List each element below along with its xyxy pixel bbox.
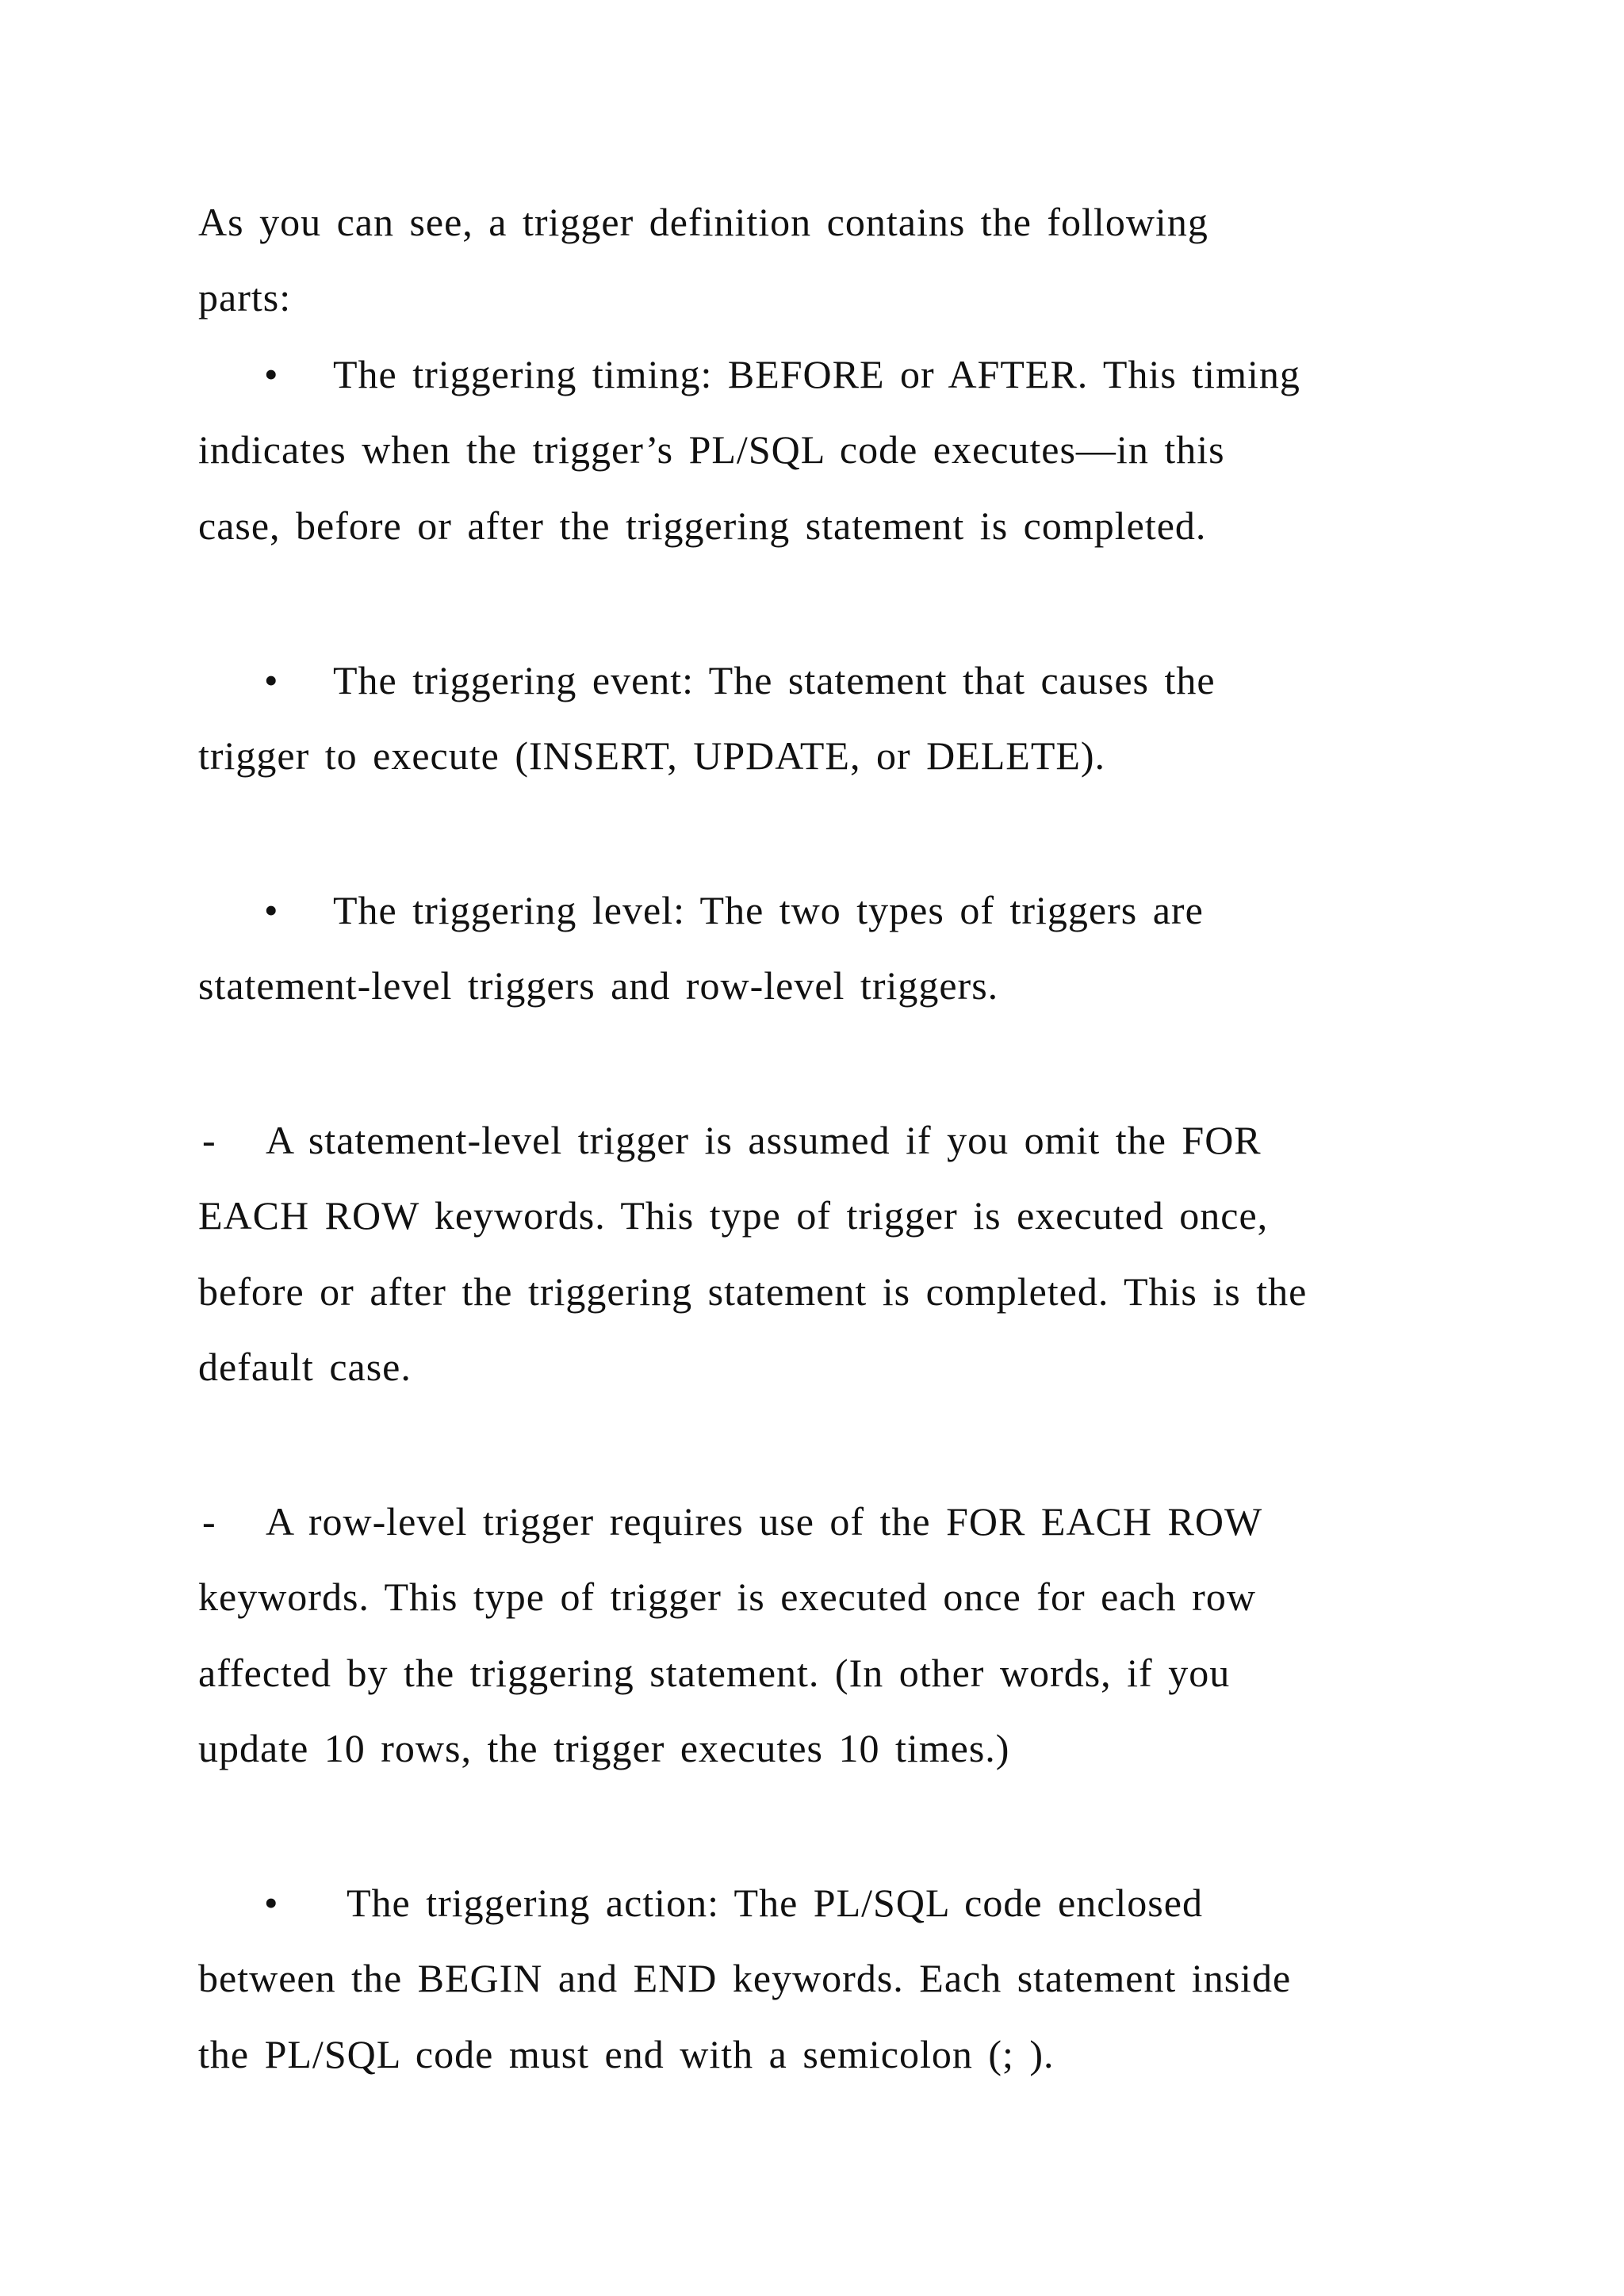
bullet-event-line-2: trigger to execute (INSERT, UPDATE, or DELETE). bbox=[198, 733, 1106, 778]
bullet-action-line-1: The triggering action: The PL/SQL code enclosed bbox=[347, 1881, 1203, 1925]
bullet-level-line-2: statement-level triggers and row-level triggers. bbox=[198, 963, 999, 1008]
intro-line-2: parts: bbox=[198, 275, 292, 320]
intro-line-1: As you can see, a trigger definition contains the following bbox=[198, 200, 1208, 244]
bullet-timing-line-2: indicates when the trigger’s PL/SQL code executes—in this bbox=[198, 427, 1225, 472]
dash-row-level-line-4: update 10 rows, the trigger executes 10 times.) bbox=[198, 1726, 1010, 1770]
bullet-timing-line-1: The triggering timing: BEFORE or AFTER. This timing bbox=[333, 352, 1300, 396]
bullet-timing-line-3: case, before or after the triggering statement is completed. bbox=[198, 503, 1207, 548]
bullet-level-line-1: The triggering level: The two types of triggers are bbox=[333, 888, 1204, 932]
dash-statement-level-line-4: default case. bbox=[198, 1345, 412, 1389]
dash-statement-level-line-1: A statement-level trigger is assumed if you omit the FOR bbox=[266, 1118, 1262, 1162]
dash-row-level-line-2: keywords. This type of trigger is executed once for each row bbox=[198, 1575, 1256, 1619]
bullet-action-line-2: between the BEGIN and END keywords. Each statement inside bbox=[198, 1956, 1292, 2000]
dash-marker: - bbox=[202, 1118, 216, 1162]
bullet-action-line-3: the PL/SQL code must end with a semicolon (; ). bbox=[198, 2032, 1055, 2076]
dash-statement-level-line-3: before or after the triggering statement is completed. This is the bbox=[198, 1269, 1308, 1314]
bullet-marker: • bbox=[264, 352, 278, 396]
dash-statement-level-line-2: EACH ROW keywords. This type of trigger is executed once, bbox=[198, 1193, 1269, 1238]
dash-row-level-line-3: affected by the triggering statement. (In other words, if you bbox=[198, 1651, 1231, 1695]
bullet-marker: • bbox=[264, 1881, 278, 1925]
dash-row-level-line-1: A row-level trigger requires use of the FOR EACH ROW bbox=[266, 1499, 1263, 1544]
bullet-marker: • bbox=[264, 888, 278, 932]
dash-marker: - bbox=[202, 1499, 216, 1544]
bullet-marker: • bbox=[264, 658, 278, 702]
bullet-event-line-1: The triggering event: The statement that causes the bbox=[333, 658, 1216, 702]
